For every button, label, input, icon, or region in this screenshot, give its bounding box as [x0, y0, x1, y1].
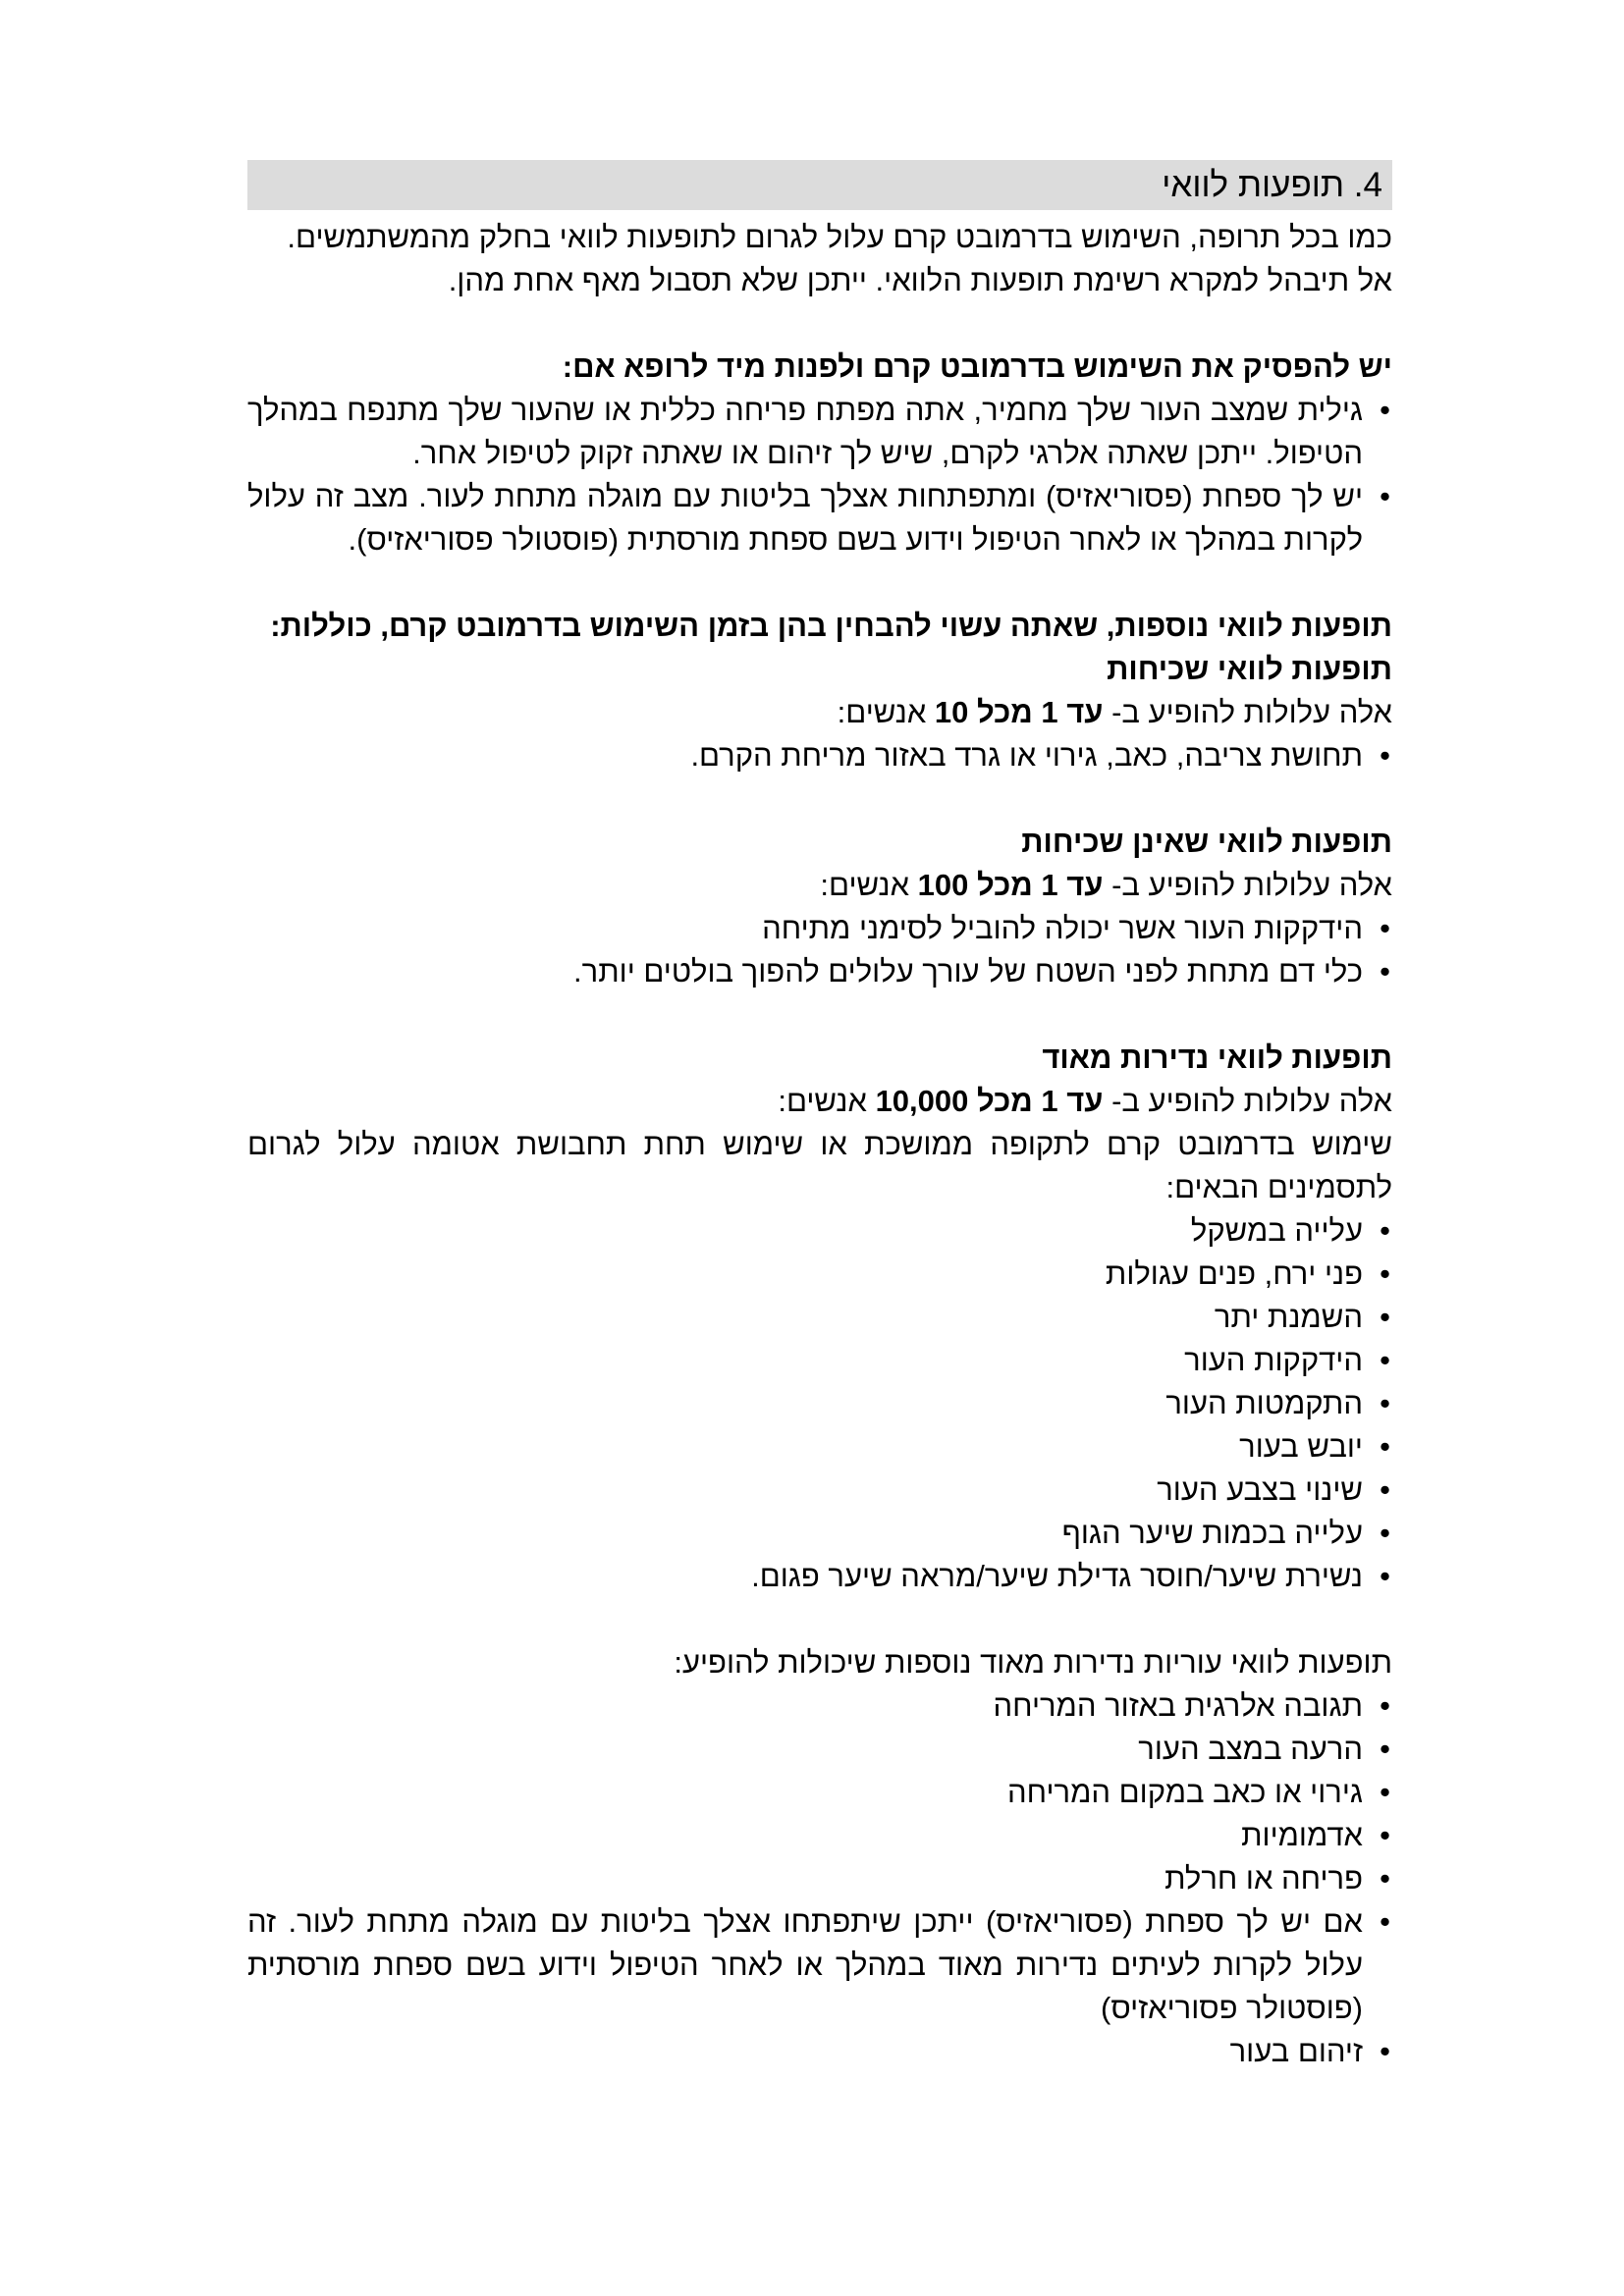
frequency-value: עד 1 מכל 10 — [934, 695, 1104, 729]
uncommon-heading: תופעות לוואי שאינן שכיחות — [1021, 825, 1392, 859]
list-item: • תחושת צריבה, כאב, גירוי או גרד באזור מריחת הקרם. — [247, 734, 1392, 777]
stop-list — [247, 389, 1392, 561]
intro-line-1: כמו בכל תרופה, השימוש בדרמובט קרם עלול לגרום לתופעות לוואי בחלק מהמשתמשים. — [287, 220, 1392, 254]
stop-heading: יש להפסיק את השימוש בדרמובט קרם ולפנות מיד לרופא אם: — [562, 349, 1392, 384]
list-item: • גילית שמצב העור שלך מחמיר, אתה מפתח פריחה כללית או שהעור שלך מתנפח במהלך הטיפול. ייתכן שאתה אלרגי לקרם, שיש לך זיהום או שאתה זקוק לטיפול אחר. — [247, 389, 1392, 475]
common-frequency — [247, 691, 1392, 734]
list-item: • יש לך ספחת (פסוריאזיס) ומתפתחות אצלך בליטות עם מוגלה מתחת לעור. מצב זה עלול לקרות במהלך או לאחר הטיפול וידוע בשם ספחת מורסתית (פוסטולר פסוריאזיס). — [247, 475, 1392, 561]
list-item: • זיהום בעור — [247, 2030, 1392, 2073]
skin-rare-list — [247, 1684, 1392, 2073]
list-item: • פריחה או חרלת — [247, 1857, 1392, 1900]
list-item: • הידקקות העור אשר יכולה להוביל לסימני מתיחה — [247, 907, 1392, 950]
frequency-suffix: אנשים: — [820, 868, 918, 902]
frequency-prefix: אלה עלולות להופיע ב- — [1103, 1084, 1392, 1118]
list-item: • גירוי או כאב במקום המריחה — [247, 1771, 1392, 1814]
list-item: • יובש בעור — [247, 1425, 1392, 1468]
uncommon-list — [247, 907, 1392, 993]
very-rare-frequency — [247, 1080, 1392, 1123]
frequency-suffix: אנשים: — [837, 695, 935, 729]
common-heading: תופעות לוואי שכיחות — [1107, 652, 1392, 686]
common-list — [247, 734, 1392, 777]
frequency-value: עד 1 מכל 100 — [917, 868, 1104, 902]
list-item: • פני ירח, פנים עגולות — [247, 1253, 1392, 1296]
frequency-suffix: אנשים: — [778, 1084, 876, 1118]
very-rare-list — [247, 1209, 1392, 1598]
list-item: • כלי דם מתחת לפני השטח של עורך עלולים להפוך בולטים יותר. — [247, 950, 1392, 993]
list-item: • השמנת יתר — [247, 1296, 1392, 1339]
frequency-prefix: אלה עלולות להופיע ב- — [1103, 695, 1392, 729]
list-item: • נשירת שיער/חוסר גדילת שיער/מראה שיער פגום. — [247, 1555, 1392, 1598]
very-rare-heading: תופעות לוואי נדירות מאוד — [1042, 1041, 1392, 1075]
section-title: 4. תופעות לוואי — [247, 160, 1392, 210]
intro-line-2: אל תיבהל למקרא רשימת תופעות הלוואי. ייתכן שלא תסבול מאף אחת מהן. — [448, 263, 1392, 297]
uncommon-frequency — [247, 864, 1392, 907]
additional-heading: תופעות לוואי נוספות, שאתה עשוי להבחין בהן בזמן השימוש בדרמובט קרם, כוללות: — [270, 609, 1392, 643]
very-rare-usage-text: שימוש בדרמובט קרם לתקופה ממושכת או שימוש תחת תחבושת אטומה עלול לגרום לתסמינים הבאים: — [247, 1127, 1392, 1204]
list-item: • שינוי בצבע העור — [247, 1468, 1392, 1512]
frequency-prefix: אלה עלולות להופיע ב- — [1103, 868, 1392, 902]
list-item: • עלייה במשקל — [247, 1209, 1392, 1253]
list-item: • התקמטות העור — [247, 1382, 1392, 1425]
skin-rare-intro: תופעות לוואי עוריות נדירות מאוד נוספות שיכולות להופיע: — [674, 1645, 1392, 1680]
frequency-value: עד 1 מכל 10,000 — [875, 1084, 1104, 1118]
list-item: • אדמומיות — [247, 1814, 1392, 1857]
list-item: • הידקקות העור — [247, 1339, 1392, 1382]
list-item: • עלייה בכמות שיער הגוף — [247, 1512, 1392, 1555]
list-item: • תגובה אלרגית באזור המריחה — [247, 1684, 1392, 1728]
list-item: • אם יש לך ספחת (פסוריאזיס) ייתכן שיתפתחו אצלך בליטות עם מוגלה מתחת לעור. זה עלול לקרות לעיתים נדירות מאוד במהלך או לאחר הטיפול וידוע בשם ספחת מורסתית (פוסטולר פסוריאזיס) — [247, 1900, 1392, 2030]
document-page — [247, 160, 1392, 2073]
list-item: • הרעה במצב העור — [247, 1728, 1392, 1771]
